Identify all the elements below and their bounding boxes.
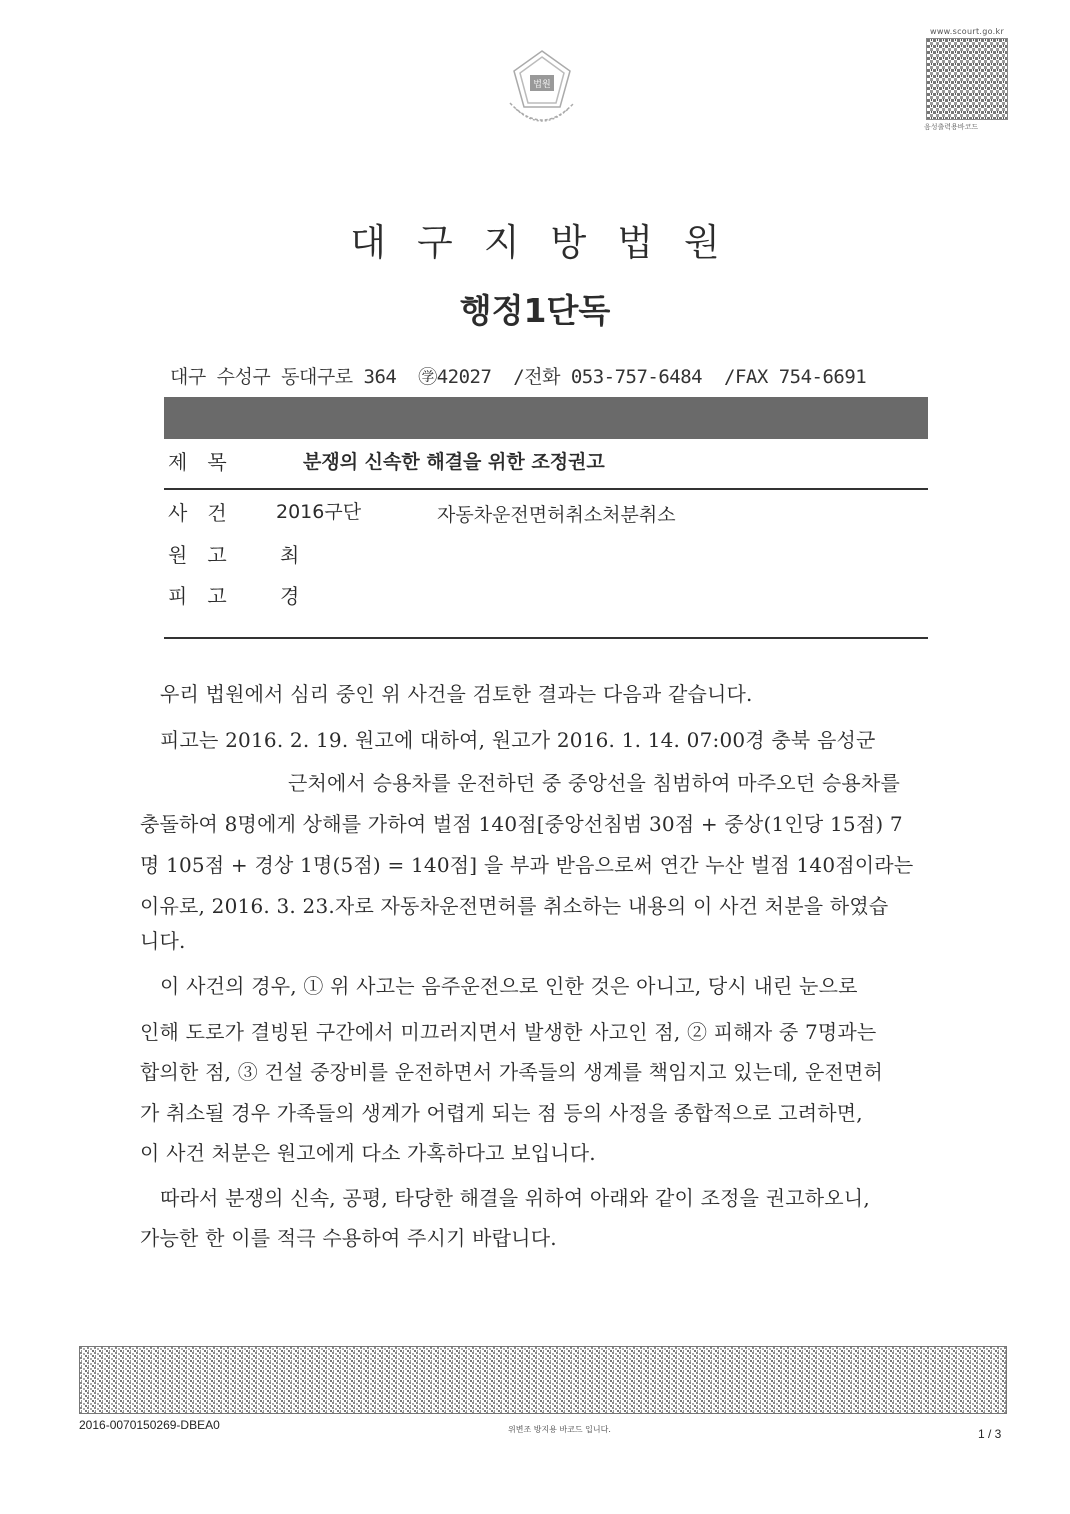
svg-text:법원: 법원	[533, 80, 551, 90]
body-line: 이 사건의 경우, ① 위 사고는 음주운전으로 인한 것은 아니고, 당시 내린 눈으로	[160, 974, 858, 998]
body-line: 근처에서 승용차를 운전하던 중 중앙선을 침범하여 마주오던 승용차를	[288, 771, 900, 795]
qr-url: www.scourt.go.kr	[930, 27, 1005, 36]
court-address: 대구 수성구 동대구로 364 ㊫42027 /전화 053-757-6484 /FAX 754-6691	[170, 366, 867, 388]
body-line: 합의한 점, ③ 건설 중장비를 운전하면서 가족들의 생계를 책임지고 있는데, 운전면허	[140, 1060, 884, 1084]
court-emblem-logo	[496, 45, 588, 131]
body-line: 가능한 한 이를 적극 수용하여 주시기 바랍니다.	[140, 1226, 557, 1250]
body-line: 피고는 2016. 2. 19. 원고에 대하여, 원고가 2016. 1. 14. 07:00경 충북 음성군	[160, 728, 876, 752]
body-line: 니다.	[140, 929, 186, 953]
subject-label: 제목	[168, 450, 247, 474]
header-bar	[164, 397, 928, 439]
court-title: 대구지방법원	[350, 221, 751, 264]
defendant-name: 경	[280, 584, 300, 608]
body-line: 가 취소될 경우 가족들의 생계가 어렵게 되는 점 등의 사정을 종합적으로 고려하면,	[140, 1101, 863, 1125]
body-line: 인해 도로가 결빙된 구간에서 미끄러지면서 발생한 사고인 점, ② 피해자 중 7명과는	[140, 1020, 877, 1044]
body-line: 이유로, 2016. 3. 23.자로 자동차운전면허를 취소하는 내용의 이 사건 처분을 하였습	[140, 894, 889, 918]
body-line: 따라서 분쟁의 신속, 공평, 타당한 해결을 위하여 아래와 같이 조정을 권고하오니,	[160, 1186, 870, 1210]
subject-text: 분쟁의 신속한 해결을 위한 조정권고	[303, 451, 605, 473]
body-line: 충돌하여 8명에게 상해를 가하여 벌점 140점[중앙선침범 30점 + 중상(1인당 15점) 7	[140, 812, 903, 836]
page-number: 1 / 3	[978, 1427, 1002, 1441]
body-line: 우리 법원에서 심리 중인 위 사건을 검토한 결과는 다음과 같습니다.	[160, 682, 753, 706]
qr-code-icon	[926, 38, 1008, 120]
plaintiff-name: 최	[280, 543, 300, 567]
body-line: 이 사건 처분은 원고에게 다소 가혹하다고 보입니다.	[140, 1141, 596, 1165]
plaintiff-label: 원고	[168, 543, 247, 567]
case-number: 2016구단	[276, 501, 362, 523]
case-name: 자동차운전면허취소처분취소	[437, 504, 676, 526]
divider	[164, 637, 928, 639]
department-title: 행정1단독	[459, 291, 611, 330]
divider	[164, 488, 928, 490]
barcode-icon	[79, 1346, 1007, 1414]
defendant-label: 피고	[168, 584, 247, 608]
body-line: 명 105점 + 경상 1명(5점) = 140점] 을 부과 받음으로써 연간 누산 벌점 140점이라는	[140, 853, 914, 877]
document-id: 2016-0070150269-DBEA0	[79, 1418, 220, 1432]
case-label: 사건	[168, 501, 247, 525]
qr-label: 음성출력용바코드	[924, 123, 979, 131]
barcode-note: 위변조 방지용 바코드 입니다.	[508, 1425, 611, 1434]
